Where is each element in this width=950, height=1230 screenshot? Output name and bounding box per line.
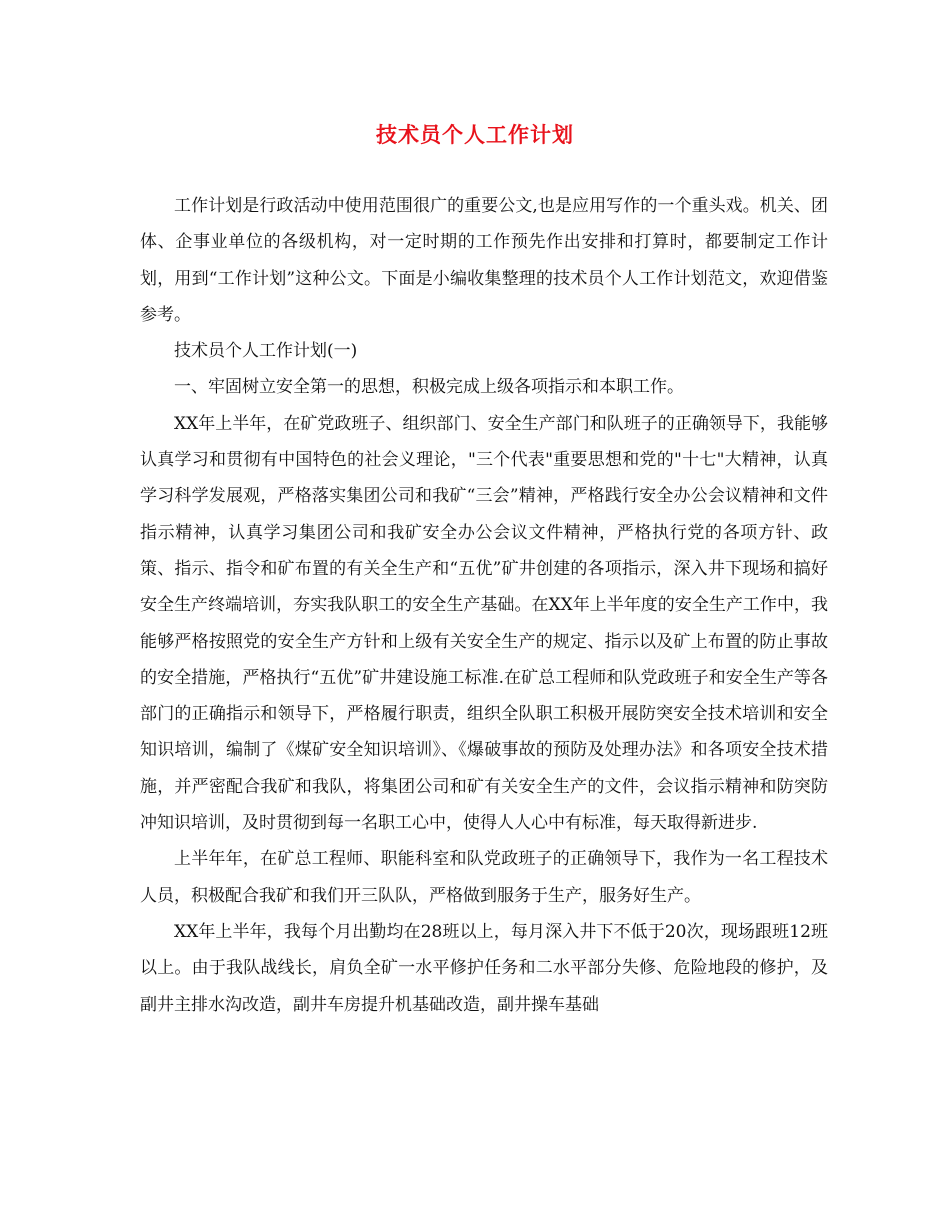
section-heading: 技术员个人工作计划(一) xyxy=(174,341,358,362)
body-paragraph: XX年上半年，我每个月出勤均在28班以上，每月深入井下不低于20次，现场跟班12班以上。由于我队战线长，肩负全矿一水平修护任务和二水平部分失修、危险地段的修护，及副井主排水沟改造，副井车房提升机基础改造，副井操车基础 xyxy=(140,921,828,1015)
intro-paragraph: 工作计划是行政活动中使用范围很广的重要公文,也是应用写作的一个重头戏。机关、团体、企事业单位的各级机构，对一定时期的工作预先作出安排和打算时，都要制定工作计划，用到“工作计划”这种公文。下面是小编收集整理的技术员个人工作计划范文，欢迎借鉴参考。 xyxy=(140,196,828,325)
body-paragraph: XX年上半年，在矿党政班子、组织部门、安全生产部门和队班子的正确领导下，我能够认真学习和贯彻有中国特色的社会义理论，"三个代表"重要思想和党的"十七"大精神，认真学习科学发展观，严格落实集团公司和我矿“三会”精神，严格践行安全办公会议精神和文件指示精神，认真学习集团公司和我矿安全办公会议文件精神，严格执行党的各项方针、政策、指示、指令和矿布置的有关全生产和“五优”矿井创建的各项指示，深入井下现场和搞好安全生产终端培训，夯实我队职工的安全生产基础。在XX年上半年度的安全生产工作中，我能够严格按照党的安全生产方针和上级有关安全生产的规定、指示以及矿上布置的防止事故的安全措施，严格执行“五优”矿井建设施工标准.在矿总工程师和队党政班子和安全生产等各部门的正确指示和领导下，严格履行职责，组织全队职工积极开展防突安全技术培训和安全知识培训，编制了《煤矿安全知识培训》、《爆破事故的预防及处理办法》和各项安全技术措施，并严密配合我矿和我队，将集团公司和矿有关安全生产的文件，会议指示精神和防突防冲知识培训，及时贯彻到每一名职工心中，使得人人心中有标准，每天取得新进步. xyxy=(140,413,828,834)
body-paragraph: 上半年年，在矿总工程师、职能科室和队党政班子的正确领导下，我作为一名工程技术人员，积极配合我矿和我们开三队队，严格做到服务于生产，服务好生产。 xyxy=(140,849,828,906)
document-title: 技术员个人工作计划 xyxy=(376,122,574,147)
subsection-heading: 一、牢固树立安全第一的思想，积极完成上级各项指示和本职工作。 xyxy=(174,377,684,398)
document-body xyxy=(140,188,828,1023)
